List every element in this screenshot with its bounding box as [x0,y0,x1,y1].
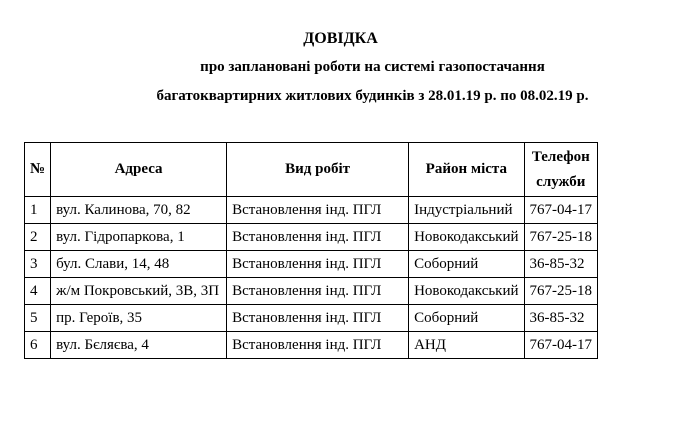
column-header-district: Район міста [409,143,524,197]
column-header-phone-line2: служби [536,173,586,190]
column-header-address: Адреса [51,143,227,197]
row-phone: 767-04-17 [524,197,598,224]
row-number: 4 [25,278,51,305]
works-table [24,142,598,359]
row-district: Індустріальний [409,197,524,224]
row-work-type: Встановлення інд. ПГЛ [227,251,409,278]
row-number: 3 [25,251,51,278]
document-subtitle-line2: багатоквартирних житлових будинків з 28.01.19 р. по 08.02.19 р. [156,88,589,104]
row-phone: 767-25-18 [524,224,598,251]
row-address: бул. Слави, 14, 48 [51,251,227,278]
row-phone: 767-04-17 [524,332,598,359]
row-work-type: Встановлення інд. ПГЛ [227,305,409,332]
row-address: ж/м Покровський, 3В, 3П [51,278,227,305]
table-row [25,224,598,251]
row-address: вул. Гідропаркова, 1 [51,224,227,251]
row-work-type: Встановлення інд. ПГЛ [227,332,409,359]
row-number: 1 [25,197,51,224]
row-address: вул. Калинова, 70, 82 [51,197,227,224]
row-district: Новокодакський [409,278,524,305]
row-district: АНД [409,332,524,359]
row-number: 6 [25,332,51,359]
row-phone: 767-25-18 [524,278,598,305]
table-row [25,278,598,305]
document-subtitle-line1: про заплановані роботи на системі газопостачання [200,59,545,75]
row-address: пр. Героїв, 35 [51,305,227,332]
table-row [25,197,598,224]
row-number: 2 [25,224,51,251]
row-work-type: Встановлення інд. ПГЛ [227,224,409,251]
row-district: Соборний [409,305,524,332]
table-header-row [25,143,598,197]
column-header-number: № [25,143,51,197]
row-number: 5 [25,305,51,332]
column-header-work-type: Вид робіт [227,143,409,197]
row-phone: 36-85-32 [524,305,598,332]
table-row [25,251,598,278]
row-district: Соборний [409,251,524,278]
row-phone: 36-85-32 [524,251,598,278]
row-district: Новокодакський [409,224,524,251]
table-row [25,305,598,332]
column-header-phone [524,143,598,197]
column-header-phone-line1: Телефон [531,148,590,165]
table-row [25,332,598,359]
row-work-type: Встановлення інд. ПГЛ [227,278,409,305]
row-work-type: Встановлення інд. ПГЛ [227,197,409,224]
document-title: ДОВІДКА [303,30,378,47]
row-address: вул. Бєляєва, 4 [51,332,227,359]
